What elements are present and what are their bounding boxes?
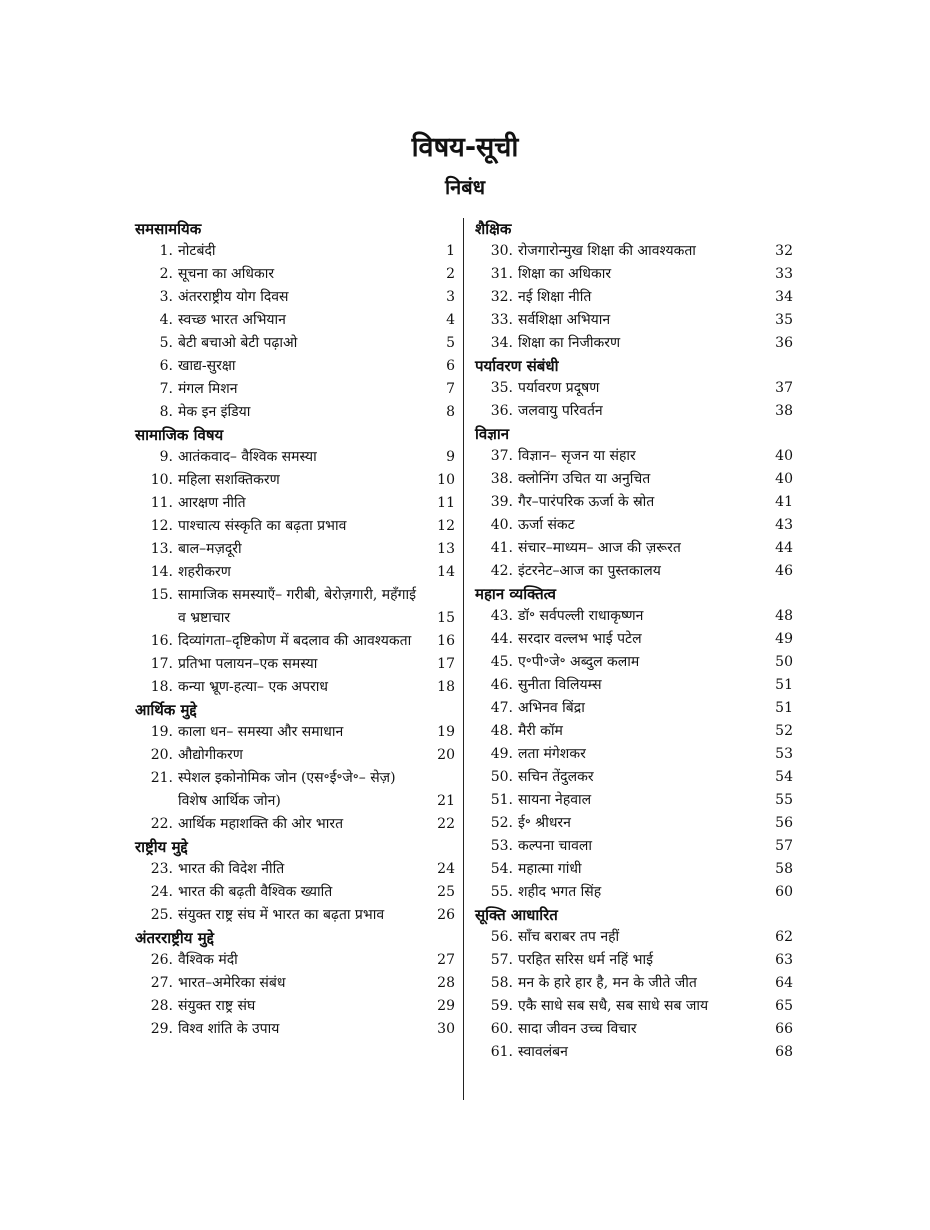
entry-page: 51	[775, 700, 793, 716]
entry-page: 24	[437, 861, 455, 877]
section-heading: विज्ञान	[475, 425, 510, 443]
entry-title: विज्ञान– सृजन या संहार	[518, 448, 636, 464]
entry-page: 20	[437, 747, 455, 763]
entry-title: शहीद भगत सिंह	[518, 884, 602, 900]
page-title: विषय-सूची	[411, 132, 519, 163]
entry-title: साँच बराबर तप नहीं	[518, 929, 620, 945]
toc-entry	[475, 995, 793, 1018]
entry-number: 28.	[150, 998, 173, 1014]
entry-page: 56	[775, 815, 793, 831]
toc-entry	[135, 561, 455, 584]
entry-number: 10.	[150, 472, 173, 488]
entry-number: 18.	[150, 679, 173, 695]
toc-entry	[135, 332, 455, 355]
toc-entry	[475, 789, 793, 812]
entry-page: 44	[775, 540, 793, 556]
entry-title: सुनीता विलियम्स	[518, 677, 602, 693]
section-heading: समसामयिक	[135, 220, 202, 238]
entry-page: 13	[437, 541, 455, 557]
entry-number: 53.	[490, 838, 513, 854]
entry-page: 30	[437, 1021, 455, 1037]
section-heading: सूक्ति आधारित	[475, 906, 558, 924]
entry-page: 12	[437, 518, 455, 534]
section-heading: सामाजिक विषय	[135, 426, 224, 444]
entry-title: आर्थिक महाशक्ति की ओर भारत	[178, 816, 344, 832]
toc-entry	[135, 881, 455, 904]
toc-entry	[135, 721, 455, 744]
toc-entry	[135, 492, 455, 515]
entry-number: 14.	[150, 564, 173, 580]
entry-number: 49.	[490, 746, 513, 762]
toc-entry	[475, 972, 793, 995]
page-subtitle: निबंध	[445, 175, 485, 199]
entry-number: 58.	[490, 975, 513, 991]
entry-number: 55.	[490, 884, 513, 900]
entry-page: 15	[437, 610, 455, 626]
entry-page: 54	[775, 769, 793, 785]
toc-entry	[475, 560, 793, 583]
entry-page: 55	[775, 792, 793, 808]
entry-page: 1	[446, 243, 455, 259]
entry-number: 60.	[490, 1021, 513, 1037]
entry-title: मैरी कॉम	[518, 723, 563, 739]
entry-page: 64	[775, 975, 793, 991]
toc-entry	[475, 605, 793, 628]
toc-entry	[475, 881, 793, 904]
toc-entry	[475, 835, 793, 858]
entry-number: 22.	[150, 816, 173, 832]
entry-number: 23.	[150, 861, 173, 877]
entry-page: 10	[437, 472, 455, 488]
toc-entry	[475, 491, 793, 514]
entry-page: 29	[437, 998, 455, 1014]
entry-page: 22	[437, 816, 455, 832]
entry-number: 8.	[159, 404, 173, 420]
entry-title: बाल–मज़दूरी	[178, 541, 242, 557]
entry-page: 53	[775, 746, 793, 762]
toc-entry	[135, 1018, 455, 1041]
entry-page: 32	[775, 243, 793, 259]
entry-title: औद्योगीकरण	[178, 747, 243, 763]
entry-number: 25.	[150, 907, 173, 923]
entry-number: 5.	[159, 335, 173, 351]
entry-page: 18	[437, 679, 455, 695]
toc-entry	[135, 401, 455, 424]
toc-entry	[135, 355, 455, 378]
entry-page: 43	[775, 517, 793, 533]
entry-number: 42.	[490, 563, 513, 579]
entry-number: 45.	[490, 654, 513, 670]
toc-right-column	[475, 218, 793, 1064]
toc-entry	[135, 949, 455, 972]
toc-entry	[135, 744, 455, 767]
toc-entry	[135, 813, 455, 836]
entry-page: 2	[446, 266, 455, 282]
entry-title: संयुक्त राष्ट्र संघ	[178, 998, 256, 1014]
entry-number: 29.	[150, 1021, 173, 1037]
entry-title: शिक्षा का अधिकार	[518, 266, 612, 282]
entry-number: 35.	[490, 380, 513, 396]
entry-title: रोजगारोन्मुख शिक्षा की आवश्यकता	[518, 243, 696, 259]
entry-page: 28	[437, 975, 455, 991]
entry-title: भारत की बढ़ती वैश्विक ख्याति	[178, 884, 333, 900]
toc-entry	[135, 676, 455, 699]
section-heading: शैक्षिक	[475, 220, 512, 238]
entry-page: 27	[437, 952, 455, 968]
entry-title: खाद्य-सुरक्षा	[178, 358, 236, 374]
entry-number: 59.	[490, 998, 513, 1014]
entry-title: परहित सरिस धर्म नहिं भाई	[518, 952, 653, 968]
entry-title: सूचना का अधिकार	[178, 266, 275, 282]
entry-title: काला धन– समस्या और समाधान	[178, 724, 344, 740]
entry-number: 34.	[490, 335, 513, 351]
entry-title: दिव्यांगता–दृष्टिकोण में बदलाव की आवश्यकता	[178, 633, 412, 649]
entry-page: 37	[775, 380, 793, 396]
entry-page: 51	[775, 677, 793, 693]
entry-page: 57	[775, 838, 793, 854]
toc-entry	[135, 469, 455, 492]
entry-number: 11.	[150, 495, 173, 511]
entry-title: नई शिक्षा नीति	[518, 289, 592, 305]
entry-title: ई॰ श्रीधरन	[518, 815, 571, 831]
entry-title: मन के हारे हार है, मन के जीते जीत	[518, 975, 697, 991]
entry-number: 38.	[490, 471, 513, 487]
entry-page: 58	[775, 861, 793, 877]
toc-entry	[475, 468, 793, 491]
entry-title: स्पेशल इकोनोमिक जोन (एस॰ई॰जे॰– सेज़) विशेष आर्थिक जोन)	[178, 770, 396, 809]
entry-page: 68	[775, 1044, 793, 1060]
entry-title: ऊर्जा संकट	[518, 517, 575, 533]
entry-number: 2.	[159, 266, 173, 282]
toc-entry	[135, 286, 455, 309]
entry-title: मेक इन इंडिया	[178, 404, 251, 420]
entry-number: 13.	[150, 541, 173, 557]
entry-page: 65	[775, 998, 793, 1014]
entry-page: 38	[775, 403, 793, 419]
entry-number: 20.	[150, 747, 173, 763]
toc-entry	[135, 858, 455, 881]
toc-entry	[475, 766, 793, 789]
toc-entry	[135, 378, 455, 401]
entry-number: 37.	[490, 448, 513, 464]
toc-entry	[135, 972, 455, 995]
entry-number: 50.	[490, 769, 513, 785]
entry-number: 54.	[490, 861, 513, 877]
entry-number: 31.	[490, 266, 513, 282]
entry-page: 14	[437, 564, 455, 580]
entry-page: 19	[437, 724, 455, 740]
entry-page: 21	[437, 793, 455, 809]
entry-title: लता मंगेशकर	[518, 746, 586, 762]
entry-page: 50	[775, 654, 793, 670]
entry-page: 63	[775, 952, 793, 968]
toc-entry	[135, 653, 455, 676]
toc-entry	[135, 538, 455, 561]
entry-page: 48	[775, 608, 793, 624]
toc-entry	[135, 584, 455, 630]
entry-page: 8	[446, 404, 455, 420]
entry-title: वैश्विक मंदी	[178, 952, 238, 968]
entry-title: संचार–माध्यम– आज की ज़रूरत	[518, 540, 681, 556]
entry-title: सरदार वल्लभ भाई पटेल	[518, 631, 642, 647]
entry-page: 40	[775, 448, 793, 464]
toc-entry	[475, 514, 793, 537]
entry-page: 60	[775, 884, 793, 900]
toc-entry	[475, 720, 793, 743]
toc-entry	[135, 309, 455, 332]
entry-page: 66	[775, 1021, 793, 1037]
entry-title: सामाजिक समस्याएँ– गरीबी, बेरोज़गारी, महँगाई व भ्रष्टाचार	[178, 587, 416, 626]
toc-entry	[475, 400, 793, 423]
toc-entry	[475, 926, 793, 949]
toc-entry	[475, 674, 793, 697]
toc-entry	[475, 812, 793, 835]
entry-page: 46	[775, 563, 793, 579]
toc-entry	[475, 628, 793, 651]
entry-number: 17.	[150, 656, 173, 672]
entry-title: नोटबंदी	[178, 243, 216, 259]
toc-entry	[135, 767, 455, 813]
toc-entry	[475, 1018, 793, 1041]
entry-number: 21.	[150, 770, 173, 786]
entry-number: 19.	[150, 724, 173, 740]
entry-title: अभिनव बिंद्रा	[518, 700, 585, 716]
toc-entry	[475, 309, 793, 332]
entry-number: 16.	[150, 633, 173, 649]
toc-entry	[475, 286, 793, 309]
toc-entry	[135, 263, 455, 286]
entry-number: 15.	[150, 587, 173, 603]
toc-entry	[475, 1041, 793, 1064]
entry-title: ए॰पी॰जे॰ अब्दुल कलाम	[518, 654, 640, 670]
entry-number: 52.	[490, 815, 513, 831]
entry-number: 44.	[490, 631, 513, 647]
entry-page: 40	[775, 471, 793, 487]
entry-title: आरक्षण नीति	[178, 495, 246, 511]
entry-page: 33	[775, 266, 793, 282]
entry-title: पर्यावरण प्रदूषण	[518, 380, 600, 396]
entry-title: जलवायु परिवर्तन	[518, 403, 603, 419]
entry-title: सादा जीवन उच्च विचार	[518, 1021, 637, 1037]
entry-title: सचिन तेंदुलकर	[518, 769, 594, 785]
toc-entry	[135, 904, 455, 927]
entry-title: स्वच्छ भारत अभियान	[178, 312, 286, 328]
entry-number: 57.	[490, 952, 513, 968]
entry-title: अंतरराष्ट्रीय योग दिवस	[178, 289, 289, 305]
toc-entry	[135, 995, 455, 1018]
entry-number: 30.	[490, 243, 513, 259]
toc-entry	[475, 697, 793, 720]
entry-number: 61.	[490, 1044, 513, 1060]
entry-number: 43.	[490, 608, 513, 624]
entry-title: गैर–पारंपरिक ऊर्जा के स्रोत	[518, 494, 655, 510]
entry-page: 5	[446, 335, 455, 351]
toc-entry	[135, 240, 455, 263]
entry-title: मंगल मिशन	[178, 381, 238, 397]
entry-number: 41.	[490, 540, 513, 556]
toc-entry	[475, 445, 793, 468]
entry-page: 49	[775, 631, 793, 647]
toc-entry	[135, 515, 455, 538]
entry-number: 26.	[150, 952, 173, 968]
entry-page: 16	[437, 633, 455, 649]
entry-number: 46.	[490, 677, 513, 693]
entry-page: 17	[437, 656, 455, 672]
entry-page: 34	[775, 289, 793, 305]
entry-page: 36	[775, 335, 793, 351]
entry-number: 1.	[159, 243, 173, 259]
entry-title: संयुक्त राष्ट्र संघ में भारत का बढ़ता प्रभाव	[178, 907, 385, 923]
entry-number: 27.	[150, 975, 173, 991]
entry-title: इंटरनेट–आज का पुस्तकालय	[518, 563, 661, 579]
entry-number: 9.	[159, 449, 173, 465]
section-heading: आर्थिक मुद्दे	[135, 701, 197, 719]
entry-title: भारत–अमेरिका संबंध	[178, 975, 286, 991]
entry-title: सर्वशिक्षा अभियान	[518, 312, 611, 328]
entry-page: 52	[775, 723, 793, 739]
entry-title: आतंकवाद– वैश्विक समस्या	[178, 449, 317, 465]
entry-number: 39.	[490, 494, 513, 510]
toc-entry	[475, 263, 793, 286]
entry-number: 47.	[490, 700, 513, 716]
entry-title: शहरीकरण	[178, 564, 231, 580]
entry-title: डॉ॰ सर्वपल्ली राधाकृष्णन	[518, 608, 644, 624]
entry-title: शिक्षा का निजीकरण	[518, 335, 621, 351]
entry-page: 62	[775, 929, 793, 945]
entry-title: प्रतिभा पलायन–एक समस्या	[178, 656, 318, 672]
entry-number: 33.	[490, 312, 513, 328]
entry-page: 11	[437, 495, 455, 511]
section-heading: अंतरराष्ट्रीय मुद्दे	[135, 929, 214, 947]
toc-entry	[475, 332, 793, 355]
entry-number: 4.	[159, 312, 173, 328]
toc-entry	[135, 446, 455, 469]
entry-title: पाश्चात्य संस्कृति का बढ़ता प्रभाव	[178, 518, 347, 534]
toc-entry	[475, 651, 793, 674]
toc-entry	[475, 949, 793, 972]
entry-number: 6.	[159, 358, 173, 374]
entry-number: 40.	[490, 517, 513, 533]
entry-title: सायना नेहवाल	[518, 792, 592, 808]
section-heading: राष्ट्रीय मुद्दे	[135, 838, 188, 856]
entry-page: 35	[775, 312, 793, 328]
entry-title: एकै साधे सब सधै, सब साधे सब जाय	[518, 998, 709, 1014]
entry-number: 36.	[490, 403, 513, 419]
entry-number: 12.	[150, 518, 173, 534]
entry-title: महिला सशक्तिकरण	[178, 472, 280, 488]
entry-title: क्लोनिंग उचित या अनुचित	[518, 471, 651, 487]
entry-page: 6	[446, 358, 455, 374]
entry-title: महात्मा गांधी	[518, 861, 582, 877]
column-divider	[463, 218, 464, 1100]
toc-entry	[135, 630, 455, 653]
entry-page: 3	[446, 289, 455, 305]
toc-entry	[475, 240, 793, 263]
toc-left-column	[135, 218, 455, 1041]
entry-title: कन्या भ्रूण-हत्या– एक अपराध	[178, 679, 329, 695]
entry-title: भारत की विदेश नीति	[178, 861, 285, 877]
entry-number: 3.	[159, 289, 173, 305]
entry-page: 25	[437, 884, 455, 900]
section-heading: महान व्यक्तित्व	[475, 585, 556, 603]
toc-entry	[475, 537, 793, 560]
entry-title: विश्व शांति के उपाय	[178, 1021, 280, 1037]
entry-number: 7.	[159, 381, 173, 397]
toc-entry	[475, 743, 793, 766]
entry-page: 7	[446, 381, 455, 397]
entry-number: 24.	[150, 884, 173, 900]
entry-page: 4	[446, 312, 455, 328]
section-heading: पर्यावरण संबंधी	[475, 357, 559, 375]
entry-number: 51.	[490, 792, 513, 808]
entry-title: कल्पना चावला	[518, 838, 592, 854]
toc-entry	[475, 858, 793, 881]
entry-page: 41	[775, 494, 793, 510]
entry-number: 32.	[490, 289, 513, 305]
entry-number: 48.	[490, 723, 513, 739]
entry-number: 56.	[490, 929, 513, 945]
toc-entry	[475, 377, 793, 400]
entry-page: 9	[446, 449, 455, 465]
entry-page: 26	[437, 907, 455, 923]
entry-title: बेटी बचाओ बेटी पढ़ाओ	[178, 335, 298, 351]
entry-title: स्वावलंबन	[518, 1044, 568, 1060]
